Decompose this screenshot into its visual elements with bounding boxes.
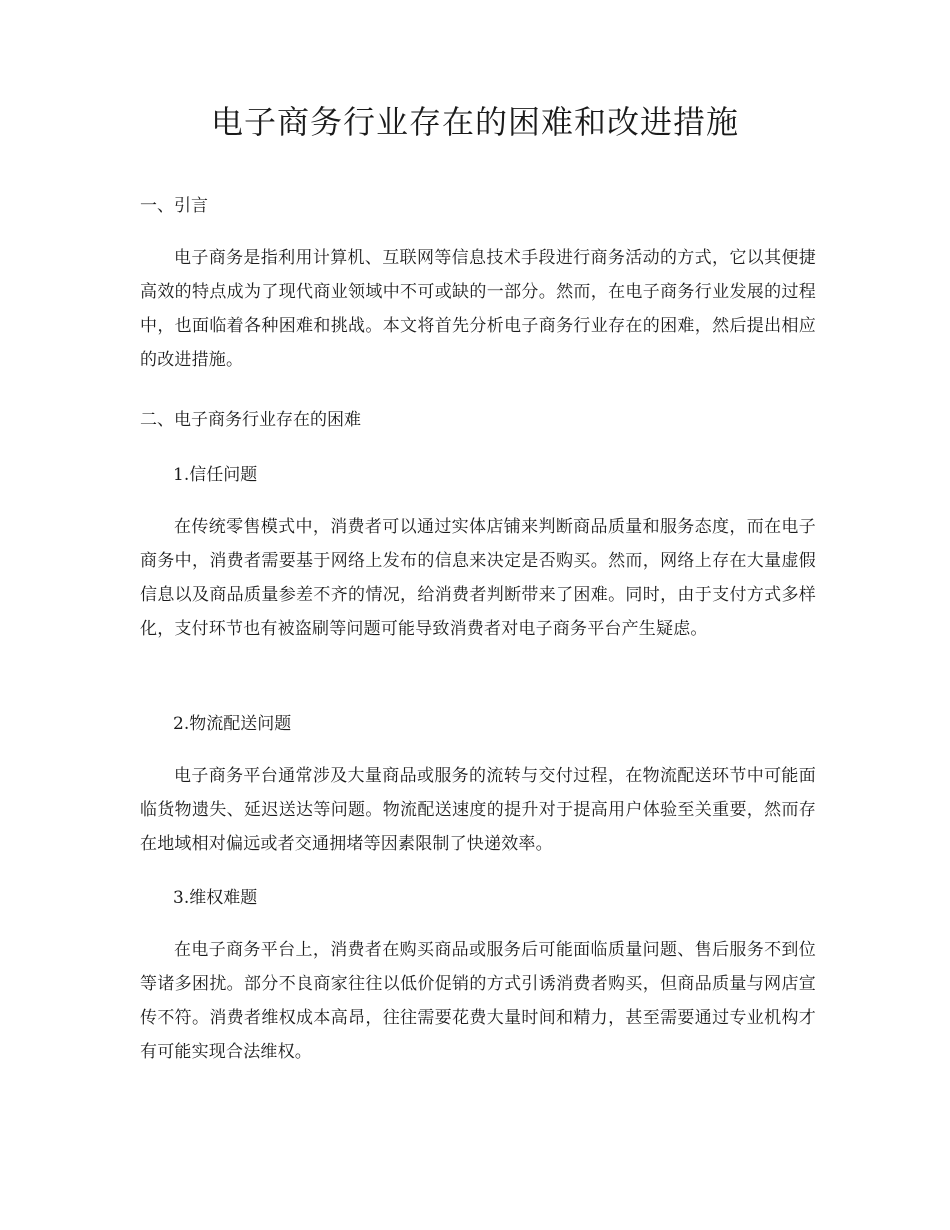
subsection-heading-logistics: 2.物流配送问题 <box>173 714 292 734</box>
trust-paragraph: 在传统零售模式中，消费者可以通过实体店铺来判断商品质量和服务态度，而在电子商务中，消费者需要基于网络上发布的信息来决定是否购买。然而，网络上存在大量虚假信息以及商品质量参差不齐的情况，给消费者判断带来了困难。同时，由于支付方式多样化，支付环节也有被盗刷等问题可能导致消费者对电子商务平台产生疑虑。 <box>140 517 816 639</box>
subsection-heading-trust: 1.信任问题 <box>173 465 258 485</box>
section-heading-introduction: 一、引言 <box>140 196 208 216</box>
logistics-paragraph: 电子商务平台通常涉及大量商品或服务的流转与交付过程，在物流配送环节中可能面临货物遗失、延迟送达等问题。物流配送速度的提升对于提高用户体验至关重要，然而存在地域相对偏远或者交通拥堵等因素限制了快递效率。 <box>140 766 816 854</box>
document-title: 电子商务行业存在的困难和改进措施 <box>210 103 739 141</box>
subsection-heading-rights: 3.维权难题 <box>173 888 258 908</box>
rights-paragraph: 在电子商务平台上，消费者在购买商品或服务后可能面临质量问题、售后服务不到位等诸多困扰。部分不良商家往往以低价促销的方式引诱消费者购买，但商品质量与网店宣传不符。消费者维权成本高昂，往往需要花费大量时间和精力，甚至需要通过专业机构才有可能实现合法维权。 <box>140 940 816 1062</box>
introduction-paragraph: 电子商务是指利用计算机、互联网等信息技术手段进行商务活动的方式，它以其便捷高效的特点成为了现代商业领域中不可或缺的一部分。然而，在电子商务行业发展的过程中，也面临着各种困难和挑战。本文将首先分析电子商务行业存在的困难，然后提出相应的改进措施。 <box>140 248 816 370</box>
section-heading-difficulties: 二、电子商务行业存在的困难 <box>140 410 361 430</box>
